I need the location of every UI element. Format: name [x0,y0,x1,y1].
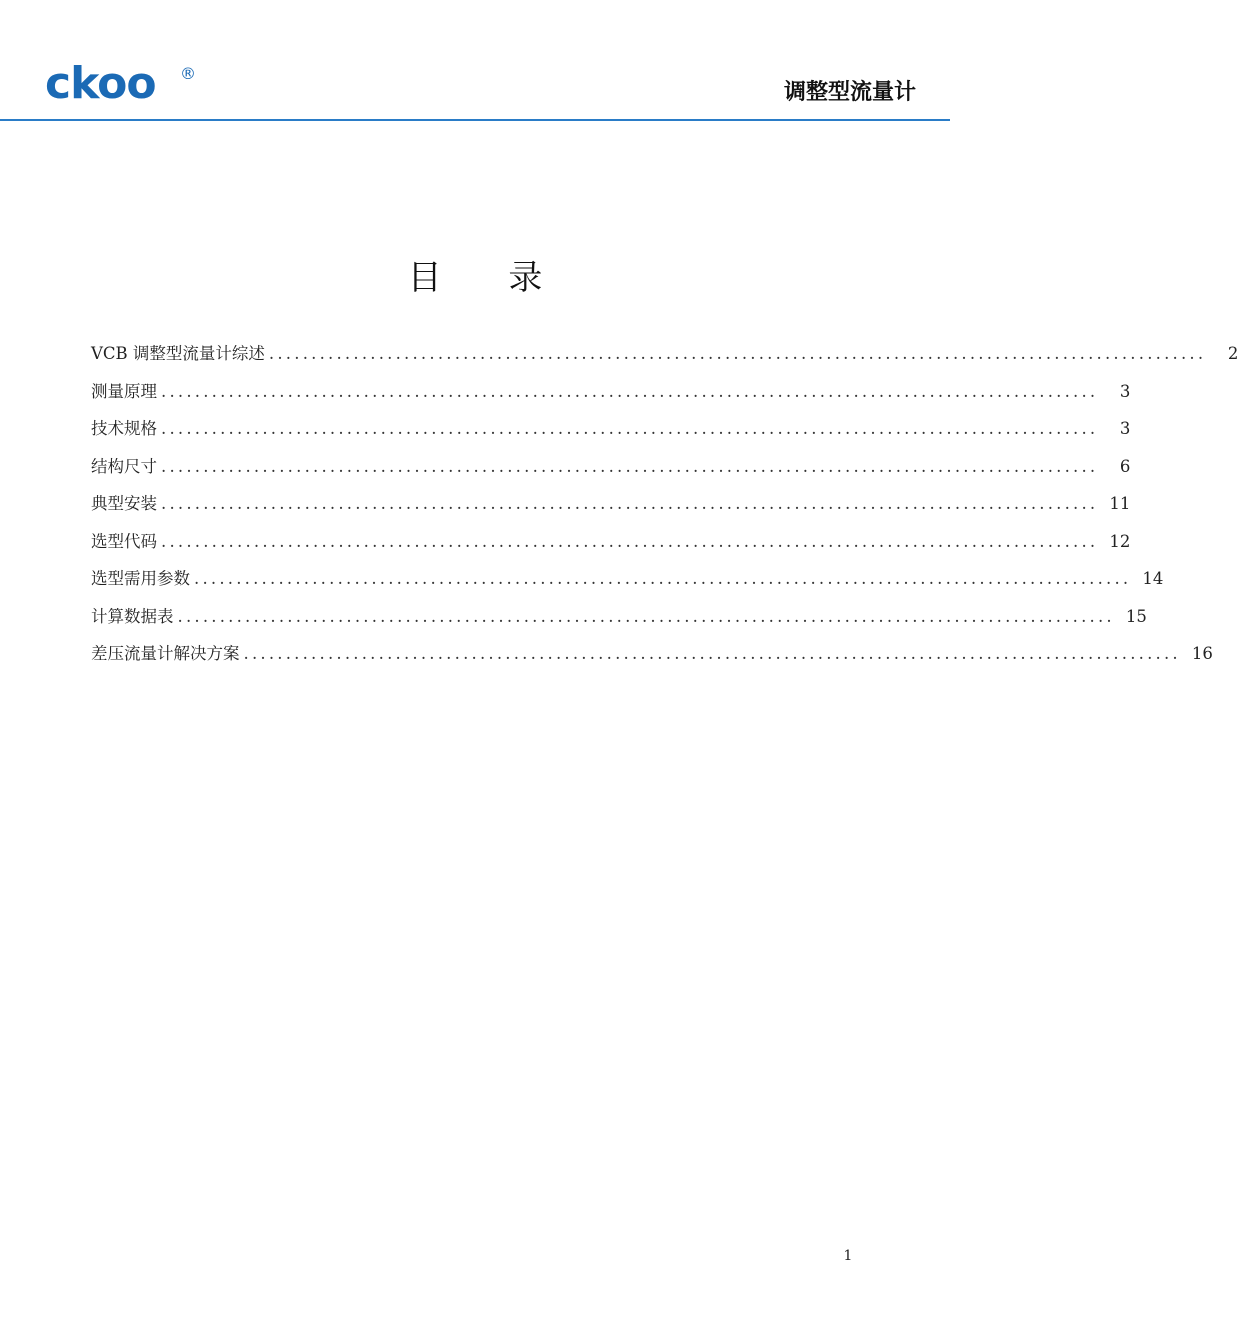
toc-entry-label: 典型安装 [91,494,157,513]
toc-entry-page: 6 [1119,456,1131,476]
brand-logo: ckoo [45,58,156,109]
toc-dot-leader: ............................................................................................................... [194,569,1132,588]
toc-entry-overview[interactable] [91,340,1238,378]
toc-entry-solutions[interactable] [91,640,1213,678]
toc-entry-installation[interactable] [91,490,1131,528]
toc-entry-label: 选型需用参数 [91,569,190,588]
toc-entry-selection-parameters[interactable] [91,565,1164,603]
toc-entry-principle[interactable] [91,378,1131,416]
toc-entry-page: 3 [1119,419,1131,438]
toc-entry-label: 测量原理 [91,381,157,401]
toc-entry-page: 2 [1227,344,1238,363]
toc-entry-page: 11 [1109,494,1131,513]
toc-dot-leader: ............................................................................................................... [161,494,1099,513]
toc-entry-label: 差压流量计解决方案 [91,644,240,663]
toc-dot-leader: ............................................................................................................... [177,606,1115,626]
toc-entry-label: 结构尺寸 [91,456,157,476]
table-of-contents [91,340,1238,678]
toc-entry-label: VCB 调整型流量计综述 [91,344,265,363]
toc-entry-label: 技术规格 [91,419,157,438]
page-number: 1 [843,1248,853,1264]
toc-entry-model-code[interactable] [91,528,1131,566]
toc-dot-leader: ............................................................................................................... [161,381,1099,401]
toc-entry-label: 计算数据表 [91,606,174,626]
toc-entry-data-sheet[interactable] [91,603,1147,641]
toc-dot-leader: ............................................................................................................... [161,419,1099,438]
toc-entry-page: 12 [1109,531,1131,551]
toc-dot-leader: ............................................................................................................... [268,344,1207,363]
toc-entry-page: 3 [1119,381,1131,401]
document-title: 调整型流量计 [783,80,916,105]
toc-dot-leader: ............................................................................................................... [161,531,1099,551]
toc-entry-label: 选型代码 [91,531,157,551]
toc-entry-page: 15 [1125,606,1147,626]
toc-heading: 目 录 [407,258,571,298]
registered-trademark-icon: ® [180,64,196,83]
toc-entry-dimensions[interactable] [91,453,1131,491]
toc-entry-page: 16 [1191,644,1213,663]
toc-entry-page: 14 [1142,569,1164,588]
toc-entry-specifications[interactable] [91,415,1131,453]
header-divider [0,119,950,121]
page-header [0,0,950,122]
toc-dot-leader: ............................................................................................................... [243,644,1181,663]
toc-dot-leader: ............................................................................................................... [161,456,1099,476]
